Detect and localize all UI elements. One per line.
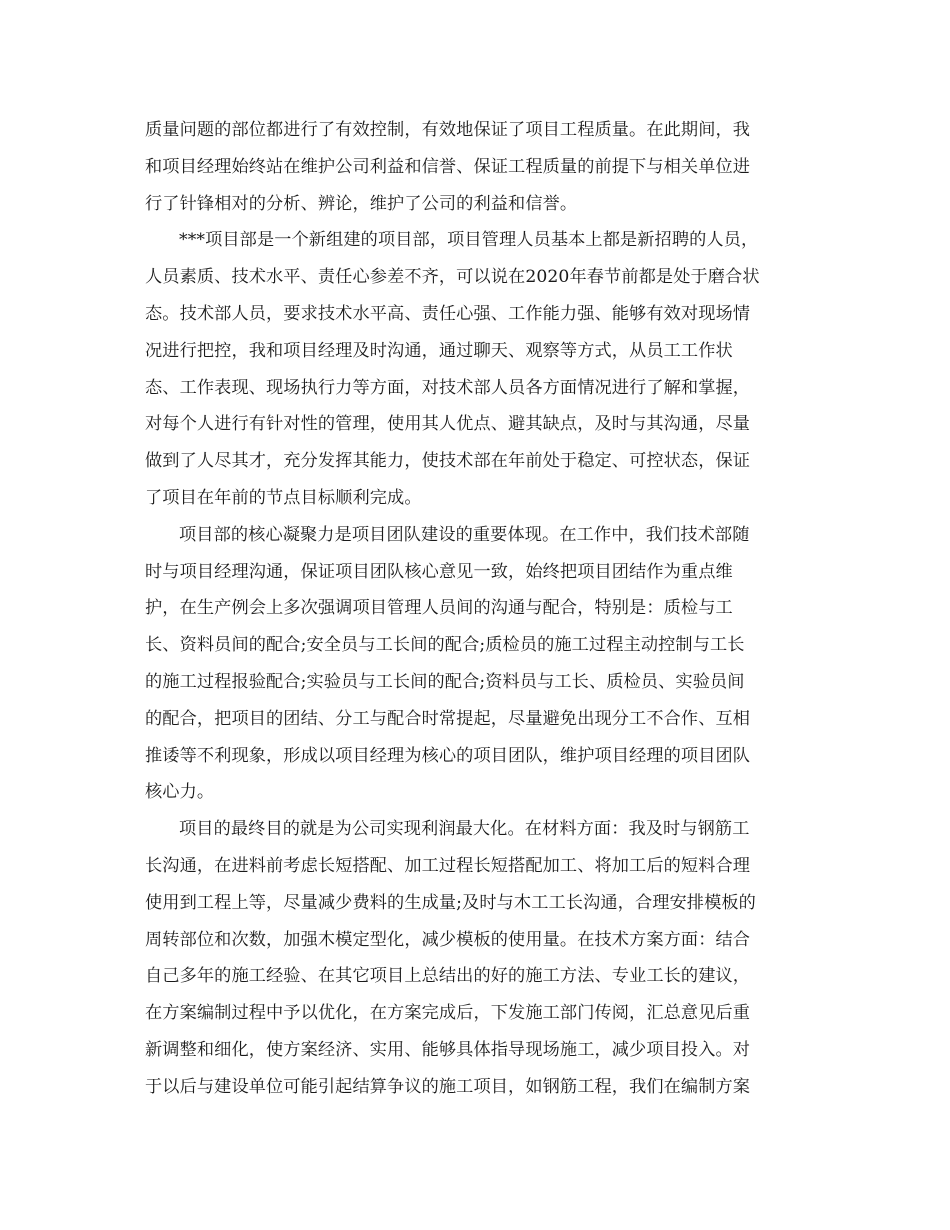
paragraph-line: 推诿等不利现象，形成以项目经理为核心的项目团队，维护项目经理的项目团队: [145, 745, 751, 766]
paragraph-4: [145, 811, 801, 1105]
paragraph-3: [145, 517, 801, 811]
paragraph-line: ***项目部是一个新组建的项目部，项目管理人员基本上都是新招聘的人员，: [179, 230, 759, 251]
paragraph-line: 了项目在年前的节点目标顺利完成。: [145, 487, 422, 508]
paragraph-line: 质量问题的部位都进行了有效控制，有效地保证了项目工程质量。在此期间，我: [145, 120, 751, 140]
paragraph-line: 长沟通，在进料前考虑长短搭配、加工过程长短搭配加工、将加工后的短料合理: [145, 855, 751, 876]
paragraph-line: 在方案编制过程中予以优化，在方案完成后，下发施工部门传阅，汇总意见后重: [145, 1003, 751, 1024]
paragraph-line: 项目的最终目的就是为公司实现利润最大化。在材料方面：我及时与钢筋工: [179, 819, 750, 840]
paragraph-line: 态。技术部人员，要求技术水平高、责任心强、工作能力强、能够有效对现场情: [145, 303, 751, 324]
paragraph-line: 核心力。: [145, 782, 215, 803]
paragraph-line: 和项目经理始终站在维护公司利益和信誉、保证工程质量的前提下与相关单位进: [145, 156, 751, 177]
paragraph-line: 对每个人进行有针对性的管理，使用其人优点、避其缺点，及时与其沟通，尽量: [145, 414, 751, 435]
paragraph-2: [145, 222, 801, 516]
paragraph-line: 做到了人尽其才，充分发挥其能力，使技术部在年前处于稳定、可控状态，保证: [145, 451, 751, 472]
paragraph-line: 项目部的核心凝聚力是项目团队建设的重要体现。在工作中，我们技术部随: [179, 524, 750, 545]
paragraph-line: 自己多年的施工经验、在其它项目上总结出的好的施工方法、专业工长的建议，: [145, 966, 751, 987]
paragraph-line: 态、工作表现、现场执行力等方面，对技术部人员各方面情况进行了解和掌握，: [145, 377, 751, 398]
paragraph-line: 的配合，把项目的团结、分工与配合时常提起，尽量避免出现分工不合作、互相: [145, 708, 751, 729]
paragraph-line: 使用到工程上等，尽量减少费料的生成量;及时与木工工长沟通，合理安排模板的: [145, 892, 756, 913]
paragraph-line: 护，在生产例会上多次强调项目管理人员间的沟通与配合，特别是：质检与工: [145, 598, 733, 619]
body-text: [145, 112, 801, 1106]
paragraph-line: 人员素质、技术水平、责任心参差不齐，可以说在2020年春节前都是处于磨合状: [145, 267, 760, 288]
paragraph-line: 周转部位和次数，加强木模定型化，减少模板的使用量。在技术方案方面：结合: [145, 929, 751, 950]
paragraph-line: 于以后与建设单位可能引起结算争议的施工项目，如钢筋工程，我们在编制方案: [145, 1076, 751, 1097]
paragraph-line: 况进行把控，我和项目经理及时沟通，通过聊天、观察等方式，从员工工作状: [145, 340, 733, 361]
paragraph-line: 新调整和细化，使方案经济、实用、能够具体指导现场施工，减少项目投入。对: [145, 1039, 751, 1060]
paragraph-line: 的施工过程报验配合;实验员与工长间的配合;资料员与工长、质检员、实验员间: [145, 671, 745, 692]
paragraph-line: 时与项目经理沟通，保证项目团队核心意见一致，始终把项目团结作为重点维: [145, 561, 733, 582]
paragraph-line: 长、资料员间的配合;安全员与工长间的配合;质检员的施工过程主动控制与工长: [145, 635, 745, 656]
paragraph-1: [145, 112, 801, 222]
paragraph-line: 行了针锋相对的分析、辨论，维护了公司的利益和信誉。: [145, 193, 578, 214]
